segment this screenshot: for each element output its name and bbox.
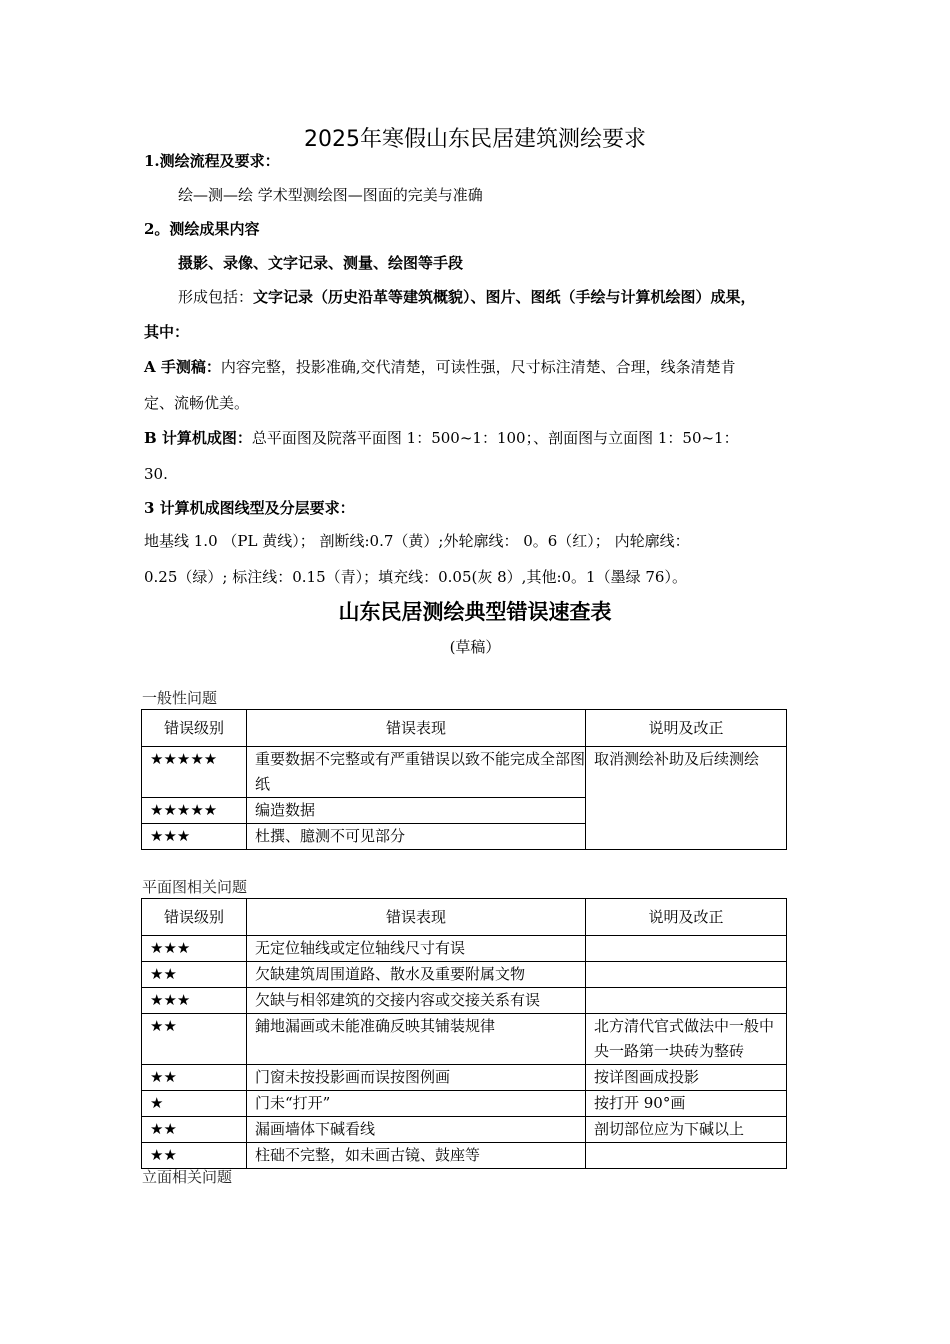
table-row bbox=[142, 988, 787, 1014]
error-level: ★ bbox=[142, 1091, 247, 1117]
plan-issues-label: 平面图相关问题 bbox=[142, 878, 248, 896]
error-note: 按打开 90°画 bbox=[586, 1091, 787, 1117]
header-level: 错误级别 bbox=[142, 710, 247, 747]
error-note: 取消测绘补助及后续测绘 bbox=[586, 747, 787, 850]
plan-issues-table bbox=[141, 898, 787, 1169]
draft-label: (草稿） bbox=[449, 638, 501, 656]
table-row bbox=[142, 962, 787, 988]
section-1-line: 绘—测—绘 学术型测绘图—图面的完美与准确 bbox=[178, 186, 483, 204]
section-3-heading: 3 计算机成图线型及分层要求： bbox=[144, 499, 355, 517]
header-description: 错误表现 bbox=[247, 710, 586, 747]
section-3-line1: 地基线 1.0 （PL 黄线）； 剖断线:0.7（黄）;外轮廓线： 0。6（红）； 内轮廓线： bbox=[144, 532, 690, 550]
header-note: 说明及改正 bbox=[586, 710, 787, 747]
item-a-label: A 手测稿： bbox=[144, 358, 221, 376]
error-description: 编造数据 bbox=[247, 798, 586, 824]
error-level: ★★★★★ bbox=[142, 798, 247, 824]
error-description: 杜撰、臆测不可见部分 bbox=[247, 824, 586, 850]
general-issues-table bbox=[141, 709, 787, 850]
item-a-text: 内容完整，投影准确,交代清楚，可读性强，尺寸标注清楚、合理，线条清楚肯 bbox=[220, 358, 736, 376]
error-level: ★★ bbox=[142, 962, 247, 988]
section-1-heading: 1.测绘流程及要求： bbox=[144, 152, 280, 170]
table-row bbox=[142, 936, 787, 962]
error-description: 无定位轴线或定位轴线尺寸有误 bbox=[247, 936, 586, 962]
header-description: 错误表现 bbox=[247, 899, 586, 936]
quick-reference-title: 山东民居测绘典型错误速查表 bbox=[338, 600, 612, 624]
section-2-heading: 2。测绘成果内容 bbox=[144, 220, 260, 238]
error-note: 北方清代官式做法中一般中央一路第一块砖为整砖 bbox=[586, 1014, 787, 1065]
error-note bbox=[586, 936, 787, 962]
section-3-line2: 0.25（绿）; 标注线：0.15（青）；填充线：0.05(灰 8）,其他:0。1（墨绿 76）。 bbox=[144, 568, 687, 586]
item-b-line2: 30. bbox=[144, 465, 168, 483]
error-description: 门窗未按投影画而误按图例画 bbox=[247, 1065, 586, 1091]
error-level: ★★ bbox=[142, 1143, 247, 1169]
table-header-row bbox=[142, 710, 787, 747]
table-row bbox=[142, 747, 787, 798]
error-level: ★★ bbox=[142, 1014, 247, 1065]
table-row bbox=[142, 1091, 787, 1117]
item-b-text: 总平面图及院落平面图 1：500~1：100；、剖面图与立面图 1：50~1： bbox=[251, 429, 739, 447]
elevation-issues-label: 立面相关问题 bbox=[142, 1168, 233, 1186]
error-description: 欠缺建筑周围道路、散水及重要附属文物 bbox=[247, 962, 586, 988]
error-note bbox=[586, 962, 787, 988]
error-note: 剖切部位应为下碱以上 bbox=[586, 1117, 787, 1143]
item-b-label: B 计算机成图： bbox=[144, 429, 252, 447]
error-description: 重要数据不完整或有严重错误以致不能完成全部图纸 bbox=[247, 747, 586, 798]
table-row bbox=[142, 1065, 787, 1091]
header-level: 错误级别 bbox=[142, 899, 247, 936]
error-note bbox=[586, 1143, 787, 1169]
general-issues-label: 一般性问题 bbox=[142, 689, 218, 707]
error-description: 鋪地漏画或未能准确反映其铺装规律 bbox=[247, 1014, 586, 1065]
error-description: 柱础不完整，如未画古镜、鼓座等 bbox=[247, 1143, 586, 1169]
error-description: 欠缺与相邻建筑的交接内容或交接关系有误 bbox=[247, 988, 586, 1014]
item-b-line1 bbox=[144, 427, 739, 449]
item-a-line2: 定、流畅优美。 bbox=[144, 394, 250, 412]
form-outputs: 文字记录（历史沿革等建筑概貌）、图片、图纸（手绘与计算机绘图）成果， bbox=[253, 288, 756, 306]
header-note: 说明及改正 bbox=[586, 899, 787, 936]
error-level: ★★★ bbox=[142, 824, 247, 850]
table-header-row bbox=[142, 899, 787, 936]
page-title: 2025年寒假山东民居建筑测绘要求 bbox=[304, 127, 646, 152]
error-note bbox=[586, 988, 787, 1014]
section-2-form bbox=[178, 286, 756, 308]
form-prefix: 形成包括： bbox=[178, 288, 254, 306]
error-level: ★★★★★ bbox=[142, 747, 247, 798]
error-level: ★★ bbox=[142, 1065, 247, 1091]
error-level: ★★★ bbox=[142, 988, 247, 1014]
table-row bbox=[142, 1014, 787, 1065]
error-level: ★★★ bbox=[142, 936, 247, 962]
error-description: 门未“打开” bbox=[247, 1091, 586, 1117]
item-a-line1 bbox=[144, 356, 736, 378]
error-note: 按详图画成投影 bbox=[586, 1065, 787, 1091]
table-row bbox=[142, 1117, 787, 1143]
section-2-means: 摄影、录像、文字记录、测量、绘图等手段 bbox=[178, 254, 464, 272]
error-description: 漏画墙体下碱看线 bbox=[247, 1117, 586, 1143]
table-row bbox=[142, 1143, 787, 1169]
error-level: ★★ bbox=[142, 1117, 247, 1143]
section-2-among: 其中： bbox=[144, 323, 190, 341]
